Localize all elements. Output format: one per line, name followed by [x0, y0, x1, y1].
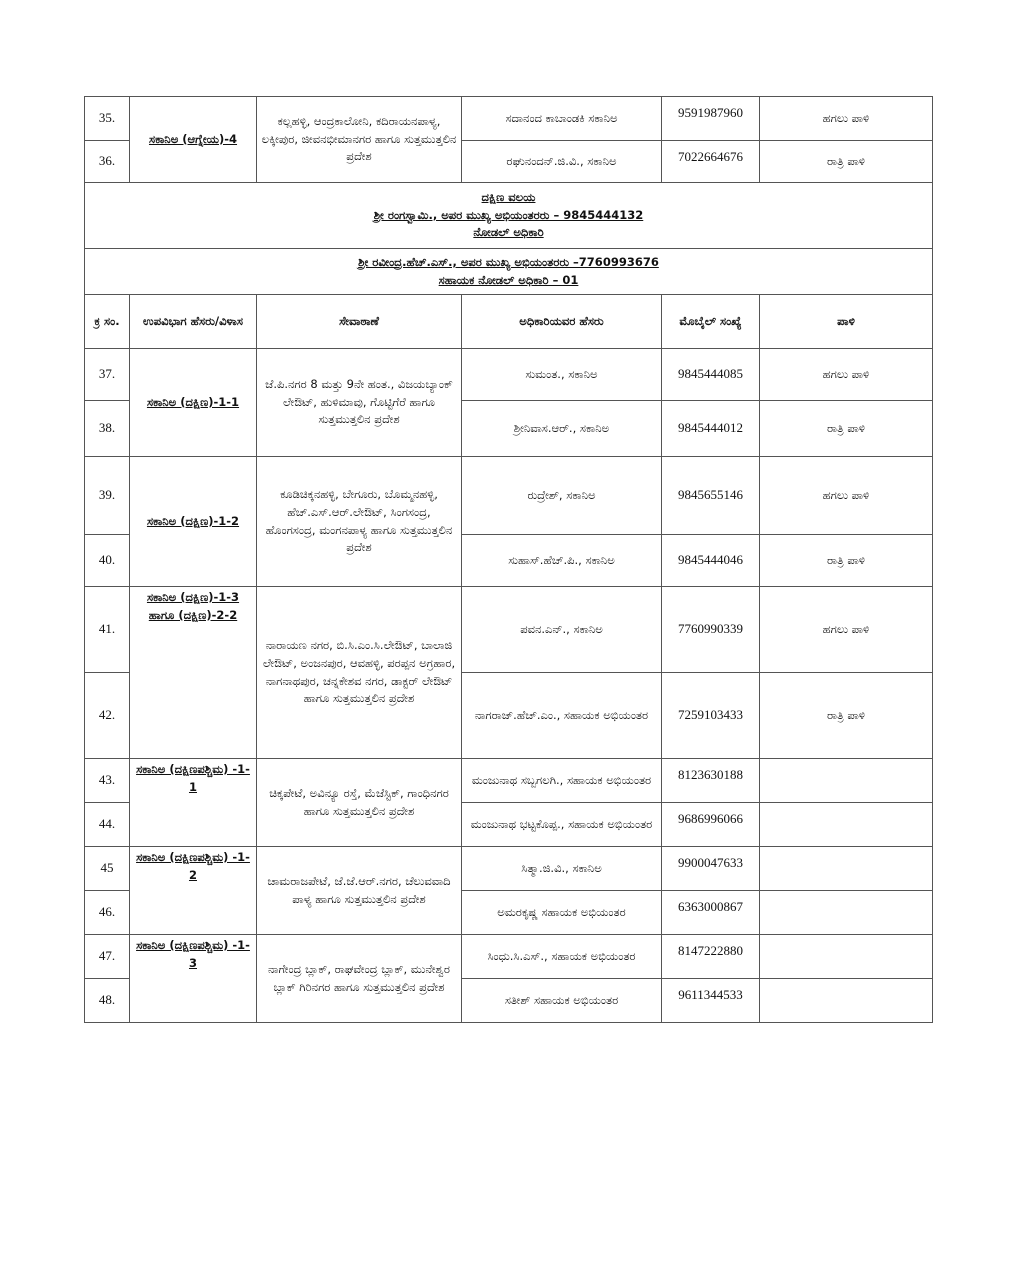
officer-name: ರುದ್ರೇಶ್, ಸಕಾನಿಅ — [462, 457, 662, 535]
nodal-banner-row — [85, 249, 933, 295]
shift — [760, 979, 933, 1023]
officer-name: ಅಮರಕೃಷ್ಣ ಸಹಾಯಕ ಅಭಿಯಂತರ — [462, 891, 662, 935]
zone-banner-row — [85, 183, 933, 249]
officer-name: ಮಂಜುನಾಥ ಭಟ್ಟಕೊಪ್ಪ., ಸಹಾಯಕ ಅಭಿಯಂತರ — [462, 803, 662, 847]
mobile-number: 9686996066 — [662, 803, 760, 847]
subdivision-name: ಸಕಾನಿಅ (ದಕ್ಷಿಣ)-1-1 — [130, 349, 257, 457]
shift: ಹಗಲು ಪಾಳಿ — [760, 587, 933, 673]
serial-number: 47. — [85, 935, 130, 979]
shift: ರಾತ್ರಿ ಪಾಳಿ — [760, 141, 933, 183]
zone-banner — [85, 183, 933, 249]
service-area: ಕೂಡಿಚಿಕ್ಕನಹಳ್ಳಿ, ಬೇಗೂರು, ಬೊಮ್ಮನಹಳ್ಳಿ, ಹೆಚ್.ಎಸ್.ಆರ್.ಲೇಔಟ್, ಸಿಂಗಸಂದ್ರ, ಹೊಂಗಸಂದ್ರ, ಮಂಗನಪಾಳ್ಯ ಹಾಗೂ ಸುತ್ತಮುತ್ತಲಿನ ಪ್ರದೇಶ — [257, 457, 462, 587]
officer-name: ಶ್ರೀನಿವಾಸ.ಆರ್., ಸಕಾನಿಅ — [462, 401, 662, 457]
nodal-officer-title: ನೋಡಲ್ ಅಧಿಕಾರಿ — [473, 225, 544, 240]
officer-name: ಪವನ.ಎನ್., ಸಕಾನಿಅ — [462, 587, 662, 673]
mobile-number: 9845444046 — [662, 535, 760, 587]
table-row — [85, 759, 933, 803]
mobile-number: 6363000867 — [662, 891, 760, 935]
service-area: ಕಲ್ಲಹಳ್ಳಿ, ಆಂದ್ರಕಾಲೋನಿ, ಕದಿರಾಯನಪಾಳ್ಯ, ಲಕ್ಕೀಪುರ, ಜೀವನಭೀಮಾನಗರ ಹಾಗೂ ಸುತ್ತಮುತ್ತಲಿನ ಪ್ರದೇಶ — [257, 97, 462, 183]
mobile-number: 8123630188 — [662, 759, 760, 803]
shift: ರಾತ್ರಿ ಪಾಳಿ — [760, 673, 933, 759]
nodal-officer: ಶ್ರೀ ರವೀಂದ್ರ.ಹೆಚ್.ಎಸ್., ಅಪರ ಮುಖ್ಯ ಅಭಿಯಂತರರು –7760993676 — [358, 254, 659, 269]
header-officer-name: ಅಧಿಕಾರಿಯವರ ಹೆಸರು — [462, 295, 662, 349]
service-area: ನಾಗೇಂದ್ರ ಬ್ಲಾಕ್, ರಾಘವೇಂದ್ರ ಬ್ಲಾಕ್, ಮುನೇಶ್ವರ ಬ್ಲಾಕ್ ಗಿರಿನಗರ ಹಾಗೂ ಸುತ್ತಮುತ್ತಲಿನ ಪ್ರದೇಶ — [257, 935, 462, 1023]
shift: ಹಗಲು ಪಾಳಿ — [760, 349, 933, 401]
mobile-number: 9611344533 — [662, 979, 760, 1023]
header-mobile: ಮೊಬೈಲ್ ಸಂಖ್ಯೆ — [662, 295, 760, 349]
zone-chief: ಶ್ರೀ ರಂಗಸ್ವಾಮಿ., ಅಪರ ಮುಖ್ಯ ಅಭಿಯಂತರರು – 9845444132 — [373, 207, 644, 222]
table-row — [85, 349, 933, 401]
serial-number: 37. — [85, 349, 130, 401]
mobile-number: 9591987960 — [662, 97, 760, 141]
shift — [760, 847, 933, 891]
serial-number: 44. — [85, 803, 130, 847]
shift — [760, 803, 933, 847]
subdivision-name: ಸಕಾನಿಅ (ದಕ್ಷಿಣ)-1-2 — [130, 457, 257, 587]
assistant-nodal-title: ಸಹಾಯಕ ನೋಡಲ್ ಅಧಿಕಾರಿ – 01 — [438, 272, 579, 287]
mobile-number: 7022664676 — [662, 141, 760, 183]
officer-name: ರಘುನಂದನ್.ಜಿ.ವಿ., ಸಕಾನಿಅ — [462, 141, 662, 183]
serial-number: 38. — [85, 401, 130, 457]
officer-name: ಸತೀಶ್ ಸಹಾಯಕ ಅಭಿಯಂತರ — [462, 979, 662, 1023]
subdivision-name: ಸಕಾನಿಅ (ಆಗ್ನೇಯ)-4 — [130, 97, 257, 183]
shift — [760, 759, 933, 803]
table-row — [85, 97, 933, 141]
serial-number: 39. — [85, 457, 130, 535]
header-serial: ಕ್ರ ಸಂ. — [85, 295, 130, 349]
table-row — [85, 847, 933, 891]
mobile-number: 9900047633 — [662, 847, 760, 891]
header-shift: ಪಾಳಿ — [760, 295, 933, 349]
header-row — [85, 295, 933, 349]
service-area: ನಾರಾಯಣ ನಗರ, ಬಿ.ಸಿ.ಎಂ.ಸಿ.ಲೇಔಟ್, ಬಾಲಾಜಿ ಲೇಔಟ್, ಅಂಜನಪುರ, ಆವಹಳ್ಳಿ, ಪರಪ್ಪನ ಅಗ್ರಹಾರ, ನಾಗನಾಥಪುರ, ಚನ್ನಕೇಶವ ನಗರ, ಡಾಕ್ಟರ್ ಲೇಔಟ್ ಹಾಗೂ ಸುತ್ತಮುತ್ತಲಿನ ಪ್ರದೇಶ — [257, 587, 462, 759]
table-row — [85, 457, 933, 535]
shift — [760, 891, 933, 935]
shift: ರಾತ್ರಿ ಪಾಳಿ — [760, 535, 933, 587]
mobile-number: 9845655146 — [662, 457, 760, 535]
serial-number: 36. — [85, 141, 130, 183]
duty-roster-table — [84, 96, 933, 1023]
serial-number: 45 — [85, 847, 130, 891]
shift — [760, 935, 933, 979]
shift: ಹಗಲು ಪಾಳಿ — [760, 457, 933, 535]
mobile-number: 9845444085 — [662, 349, 760, 401]
table-row — [85, 587, 933, 673]
officer-name: ಸಿತ್ಮಾ.ಜಿ.ವಿ., ಸಕಾನಿಅ — [462, 847, 662, 891]
officer-name: ಸಿಂಧು.ಸಿ.ಎಸ್., ಸಹಾಯಕ ಅಭಿಯಂತರ — [462, 935, 662, 979]
officer-name: ನಾಗರಾಜ್.ಹೆಚ್.ಎಂ., ಸಹಾಯಕ ಅಭಿಯಂತರ — [462, 673, 662, 759]
subdivision-name: ಸಕಾನಿಅ (ದಕ್ಷಿಣ)-1-3 ಹಾಗೂ (ದಕ್ಷಿಣ)-2-2 — [130, 587, 257, 759]
subdivision-name: ಸಕಾನಿಅ (ದಕ್ಷಿಣಪಶ್ಚಿಮ) -1-3 — [130, 935, 257, 1023]
mobile-number: 7760990339 — [662, 587, 760, 673]
service-area: ಜೆ.ಪಿ.ನಗರ 8 ಮತ್ತು 9ನೇ ಹಂತ., ವಿಜಯಬ್ಯಾಂಕ್ ಲೇಔಟ್, ಹುಳಿಮಾವು, ಗೊಟ್ಟಿಗೆರೆ ಹಾಗೂ ಸುತ್ತಮುತ್ತಲಿನ ಪ್ರದೇಶ — [257, 349, 462, 457]
service-area: ಚಾಮರಾಜಪೇಟೆ, ಜೆ.ಜೆ.ಆರ್.ನಗರ, ಚೆಲುವವಾದಿ ಪಾಳ್ಯ ಹಾಗೂ ಸುತ್ತಮುತ್ತಲಿನ ಪ್ರದೇಶ — [257, 847, 462, 935]
mobile-number: 9845444012 — [662, 401, 760, 457]
zone-name: ದಕ್ಷಿಣ ವಲಯ — [481, 189, 536, 204]
officer-name: ಸದಾನಂದ ಕಾಬಾಂಡಕಿ ಸಕಾನಿಅ — [462, 97, 662, 141]
serial-number: 43. — [85, 759, 130, 803]
serial-number: 35. — [85, 97, 130, 141]
service-area: ಚಿಕ್ಕಪೇಟೆ, ಅವಿನ್ಯೂ ರಸ್ತೆ, ಮೆಜೆಸ್ಟಿಕ್, ಗಾಂಧಿನಗರ ಹಾಗೂ ಸುತ್ತಮುತ್ತಲಿನ ಪ್ರದೇಶ — [257, 759, 462, 847]
serial-number: 48. — [85, 979, 130, 1023]
subdivision-name: ಸಕಾನಿಅ (ದಕ್ಷಿಣಪಶ್ಚಿಮ) -1-1 — [130, 759, 257, 847]
mobile-number: 8147222880 — [662, 935, 760, 979]
subdivision-name: ಸಕಾನಿಅ (ದಕ್ಷಿಣಪಶ್ಚಿಮ) -1-2 — [130, 847, 257, 935]
shift: ರಾತ್ರಿ ಪಾಳಿ — [760, 401, 933, 457]
table-row — [85, 935, 933, 979]
nodal-banner — [85, 249, 933, 295]
officer-name: ಮಂಜುನಾಥ ಸಬ್ಬಗಲಗಿ., ಸಹಾಯಕ ಅಭಿಯಂತರ — [462, 759, 662, 803]
serial-number: 41. — [85, 587, 130, 673]
mobile-number: 7259103433 — [662, 673, 760, 759]
serial-number: 40. — [85, 535, 130, 587]
officer-name: ಸುಮಂತ., ಸಕಾನಿಅ — [462, 349, 662, 401]
officer-name: ಸುಹಾಸ್.ಹೆಚ್.ಪಿ., ಸಕಾನಿಅ — [462, 535, 662, 587]
header-service-station: ಸೇವಾಠಾಣೆ — [257, 295, 462, 349]
serial-number: 46. — [85, 891, 130, 935]
serial-number: 42. — [85, 673, 130, 759]
header-subdivision: ಉಪವಿಭಾಗ ಹೆಸರು/ವಿಳಾಸ — [130, 295, 257, 349]
shift: ಹಗಲು ಪಾಳಿ — [760, 97, 933, 141]
